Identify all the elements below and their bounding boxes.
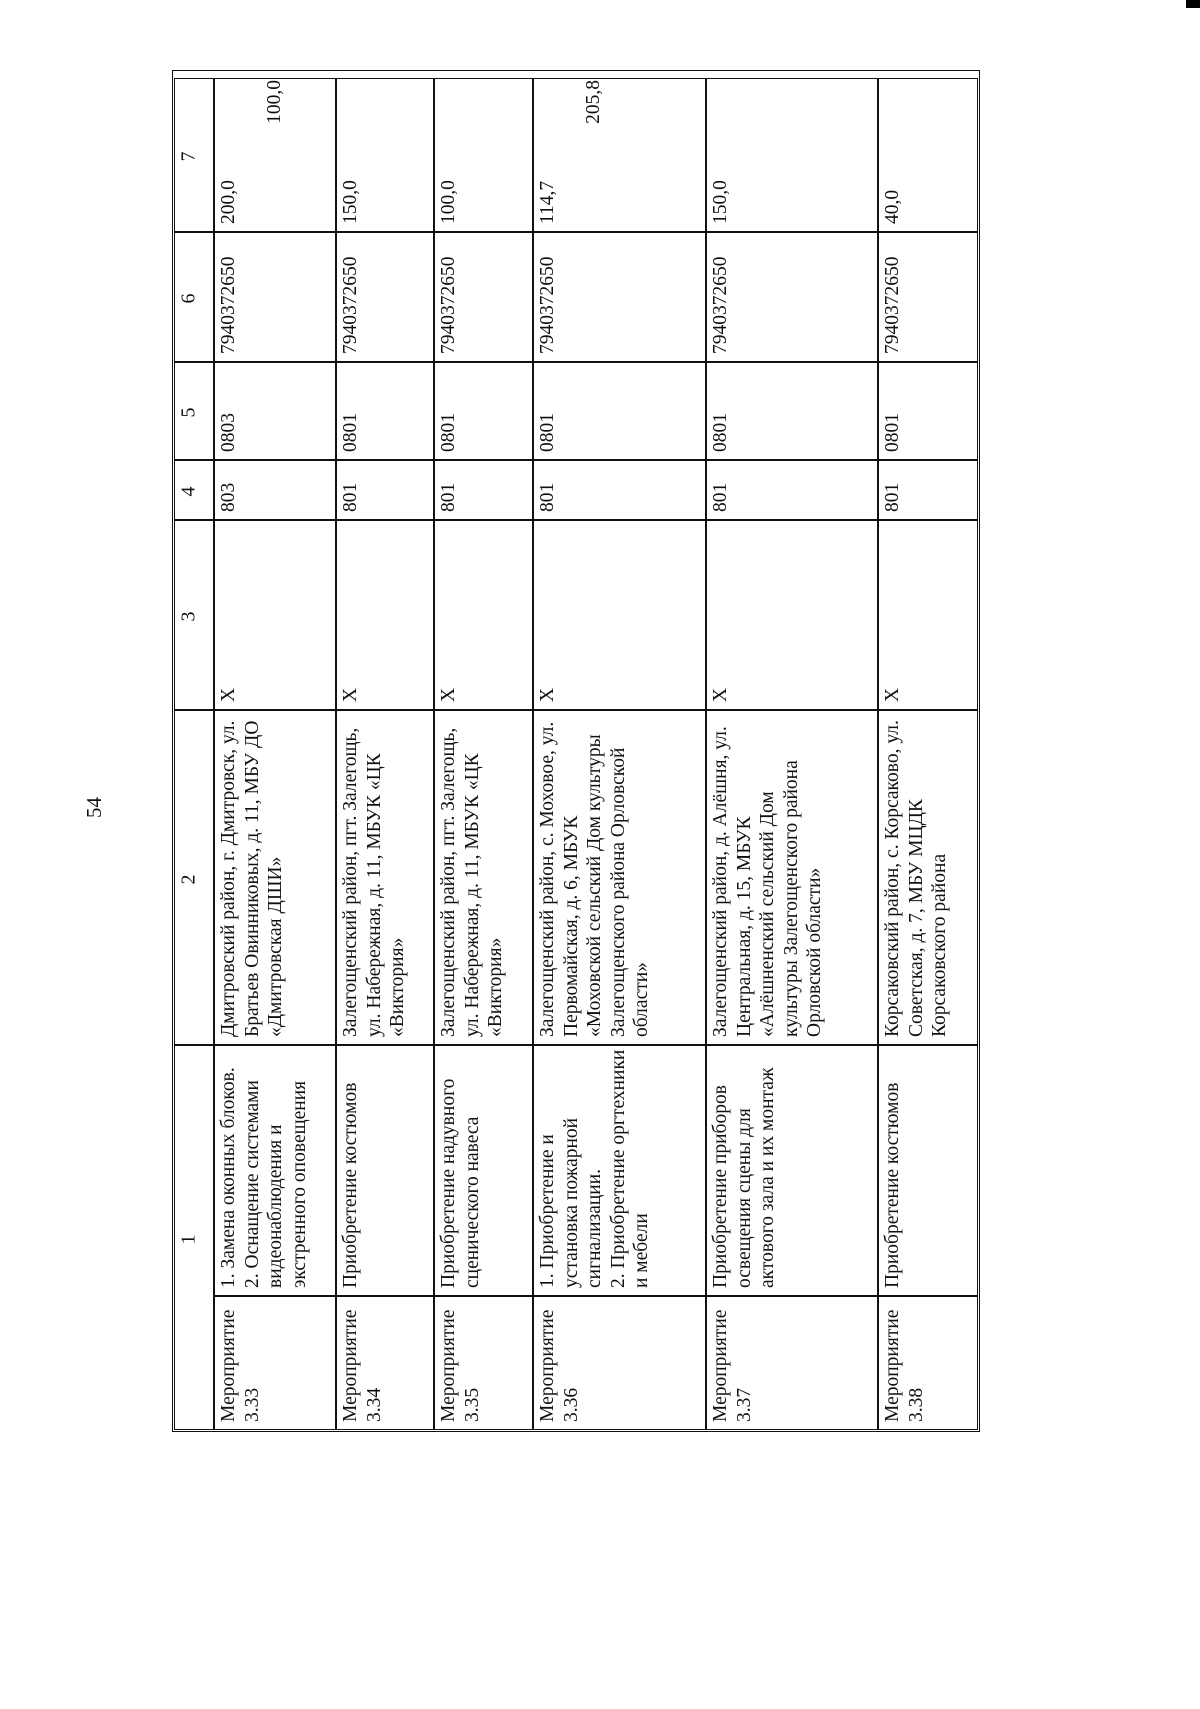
cell-line: 0801 (340, 413, 361, 452)
cell-line: 2. Приобретение оргтехники и мебели (607, 1049, 652, 1288)
cell-line: Мероприятие 3.38 (882, 1309, 927, 1422)
cell-line: X (340, 687, 361, 702)
cell-line: X (537, 687, 558, 702)
cell-text-col6 (338, 232, 432, 362)
cell-line: X (710, 687, 731, 702)
cell-line: Корсаковский район, с. Корсаково, ул. Советская, д. 7, МБУ МЦДК Корсаковского района (882, 720, 950, 1037)
cell-text-col3 (880, 520, 976, 710)
cell-text-col5 (436, 362, 531, 460)
header-number: 2 (177, 874, 200, 884)
cell-line: 801 (438, 482, 459, 512)
cell-text-col7 (880, 78, 976, 232)
cell-line: 7940372650 (218, 256, 239, 354)
cell-line: 100,0 (438, 180, 459, 224)
cell-line: 150,0 (710, 180, 731, 224)
cell-line: 1. Замена оконных блоков. (218, 1067, 239, 1288)
cell-line: 1. Приобретение и установка пожарной сигнализации. (537, 1117, 605, 1288)
cell-line: 114,7 (537, 180, 558, 224)
cell-text-col5 (216, 362, 334, 460)
cell-line: 0801 (438, 413, 459, 452)
header-number: 1 (177, 1234, 200, 1244)
cell-line: Дмитровский район, г. Дмитровск, ул. Братьев Овинниковых, д. 11, МБУ ДО «Дмитровская ДШИ» (218, 720, 286, 1037)
cell-line: Приобретение надувного сценического навеса (438, 1078, 483, 1288)
cell-line: 7940372650 (438, 256, 459, 354)
cell-text-col6 (880, 232, 976, 362)
cell-line: Залегощенский район, пгт. Залегощь, ул. Набережная, д. 11, МБУК «ЦК «Виктория» (438, 727, 506, 1037)
cell-text-col4 (535, 460, 704, 520)
cell-text-col4 (436, 460, 531, 520)
cell-line: 40,0 (882, 189, 903, 224)
cell-text-address (708, 710, 876, 1045)
header-number: 6 (177, 293, 200, 304)
cell-text-activity (436, 1045, 531, 1296)
cell-line: 2. Оснащение системами видеонаблюдения и экстренного оповещения (241, 1080, 310, 1288)
cell-line: 7940372650 (537, 256, 558, 354)
cell-line: Приобретение приборов освещения сцены для актового зала и их монтаж (710, 1067, 778, 1288)
cell-line: 801 (340, 482, 361, 512)
cell-text-address (880, 710, 976, 1045)
cell-line: X (218, 687, 239, 702)
cell-line: 803 (218, 482, 239, 512)
cell-text-col5 (880, 362, 976, 460)
cell-line: 801 (710, 482, 731, 512)
cell-line: Мероприятие 3.34 (340, 1309, 385, 1422)
cell-text-id (708, 1296, 876, 1430)
cell-text-id (436, 1296, 531, 1430)
cell-text-col3 (436, 520, 531, 710)
cell-line: Залегощенский район, с. Моховое, ул. Первомайская, д. 6, МБУК «Моховской сельский Дом культуры Залегощенского района Орловской области» (537, 721, 652, 1037)
header-number: 7 (177, 151, 200, 162)
cell-text-activity (880, 1045, 976, 1296)
cell-line: X (882, 687, 903, 702)
cell-text-id (880, 1296, 976, 1430)
cell-line: 7940372650 (340, 256, 361, 354)
cell-text-col3 (338, 520, 432, 710)
cell-line: 7940372650 (882, 256, 903, 354)
cell-line: 0801 (537, 413, 558, 452)
cell-line: 0801 (882, 413, 903, 452)
cell-line: 801 (882, 482, 903, 512)
cell-line: Залегощенский район, пгт. Залегощь, ул. Набережная, д. 11, МБУК «ЦК «Виктория» (340, 727, 408, 1037)
cell-text-col3 (535, 520, 704, 710)
cell-line: 801 (537, 482, 558, 512)
cell-text-address (436, 710, 531, 1045)
cell-text-id (535, 1296, 704, 1430)
cell-text-col7 (535, 78, 704, 232)
cell-line: 0803 (218, 413, 239, 452)
cell-line: Мероприятие 3.33 (218, 1309, 263, 1422)
cell-text-id (216, 1296, 334, 1430)
cell-text-col5 (535, 362, 704, 460)
cell-text-address (216, 710, 334, 1045)
cell-text-col6 (535, 232, 704, 362)
cell-line: 200,0 (218, 180, 239, 224)
cell-text-col6 (436, 232, 531, 362)
cell-line: 205,8 (582, 80, 604, 124)
cell-text-col3 (708, 520, 876, 710)
cell-line: Приобретение костюмов (882, 1082, 903, 1288)
cell-text-col5 (708, 362, 876, 460)
cell-text-address (338, 710, 432, 1045)
cell-text-col7 (338, 78, 432, 232)
cell-text-col4 (708, 460, 876, 520)
cell-line: 100,0 (263, 80, 285, 124)
header-number: 5 (177, 407, 200, 418)
cell-line: Мероприятие 3.35 (438, 1309, 483, 1422)
cell-text-col4 (338, 460, 432, 520)
cell-line: X (438, 687, 459, 702)
cell-text-address (535, 710, 704, 1045)
cell-text-activity (216, 1045, 334, 1296)
cell-line: 0801 (710, 413, 731, 452)
cell-text-col3 (216, 520, 334, 710)
cell-text-col4 (216, 460, 334, 520)
cell-text-activity (708, 1045, 876, 1296)
cell-line: Мероприятие 3.37 (710, 1309, 755, 1422)
cell-text-col7 (436, 78, 531, 232)
cell-text-col7 (216, 78, 334, 232)
header-number: 3 (177, 611, 200, 622)
page-number: 54 (82, 797, 106, 818)
cell-text-col5 (338, 362, 432, 460)
cell-text-col4 (880, 460, 976, 520)
cell-line: Мероприятие 3.36 (537, 1309, 582, 1422)
cell-text-activity (535, 1045, 704, 1296)
cell-text-col6 (708, 232, 876, 362)
cell-text-col6 (216, 232, 334, 362)
cell-line: 150,0 (340, 180, 361, 224)
cell-text-id (338, 1296, 432, 1430)
cell-text-col7 (708, 78, 876, 232)
cell-line: Залегощенский район, д. Алёшня, ул. Центральная, д. 15, МБУК «Алёшненский сельский Дом культуры Залегощенского района Орловской области» (710, 726, 825, 1037)
cell-line: 7940372650 (710, 256, 731, 354)
cell-line: Приобретение костюмов (340, 1082, 361, 1288)
header-number: 4 (177, 486, 200, 497)
cell-text-activity (338, 1045, 432, 1296)
